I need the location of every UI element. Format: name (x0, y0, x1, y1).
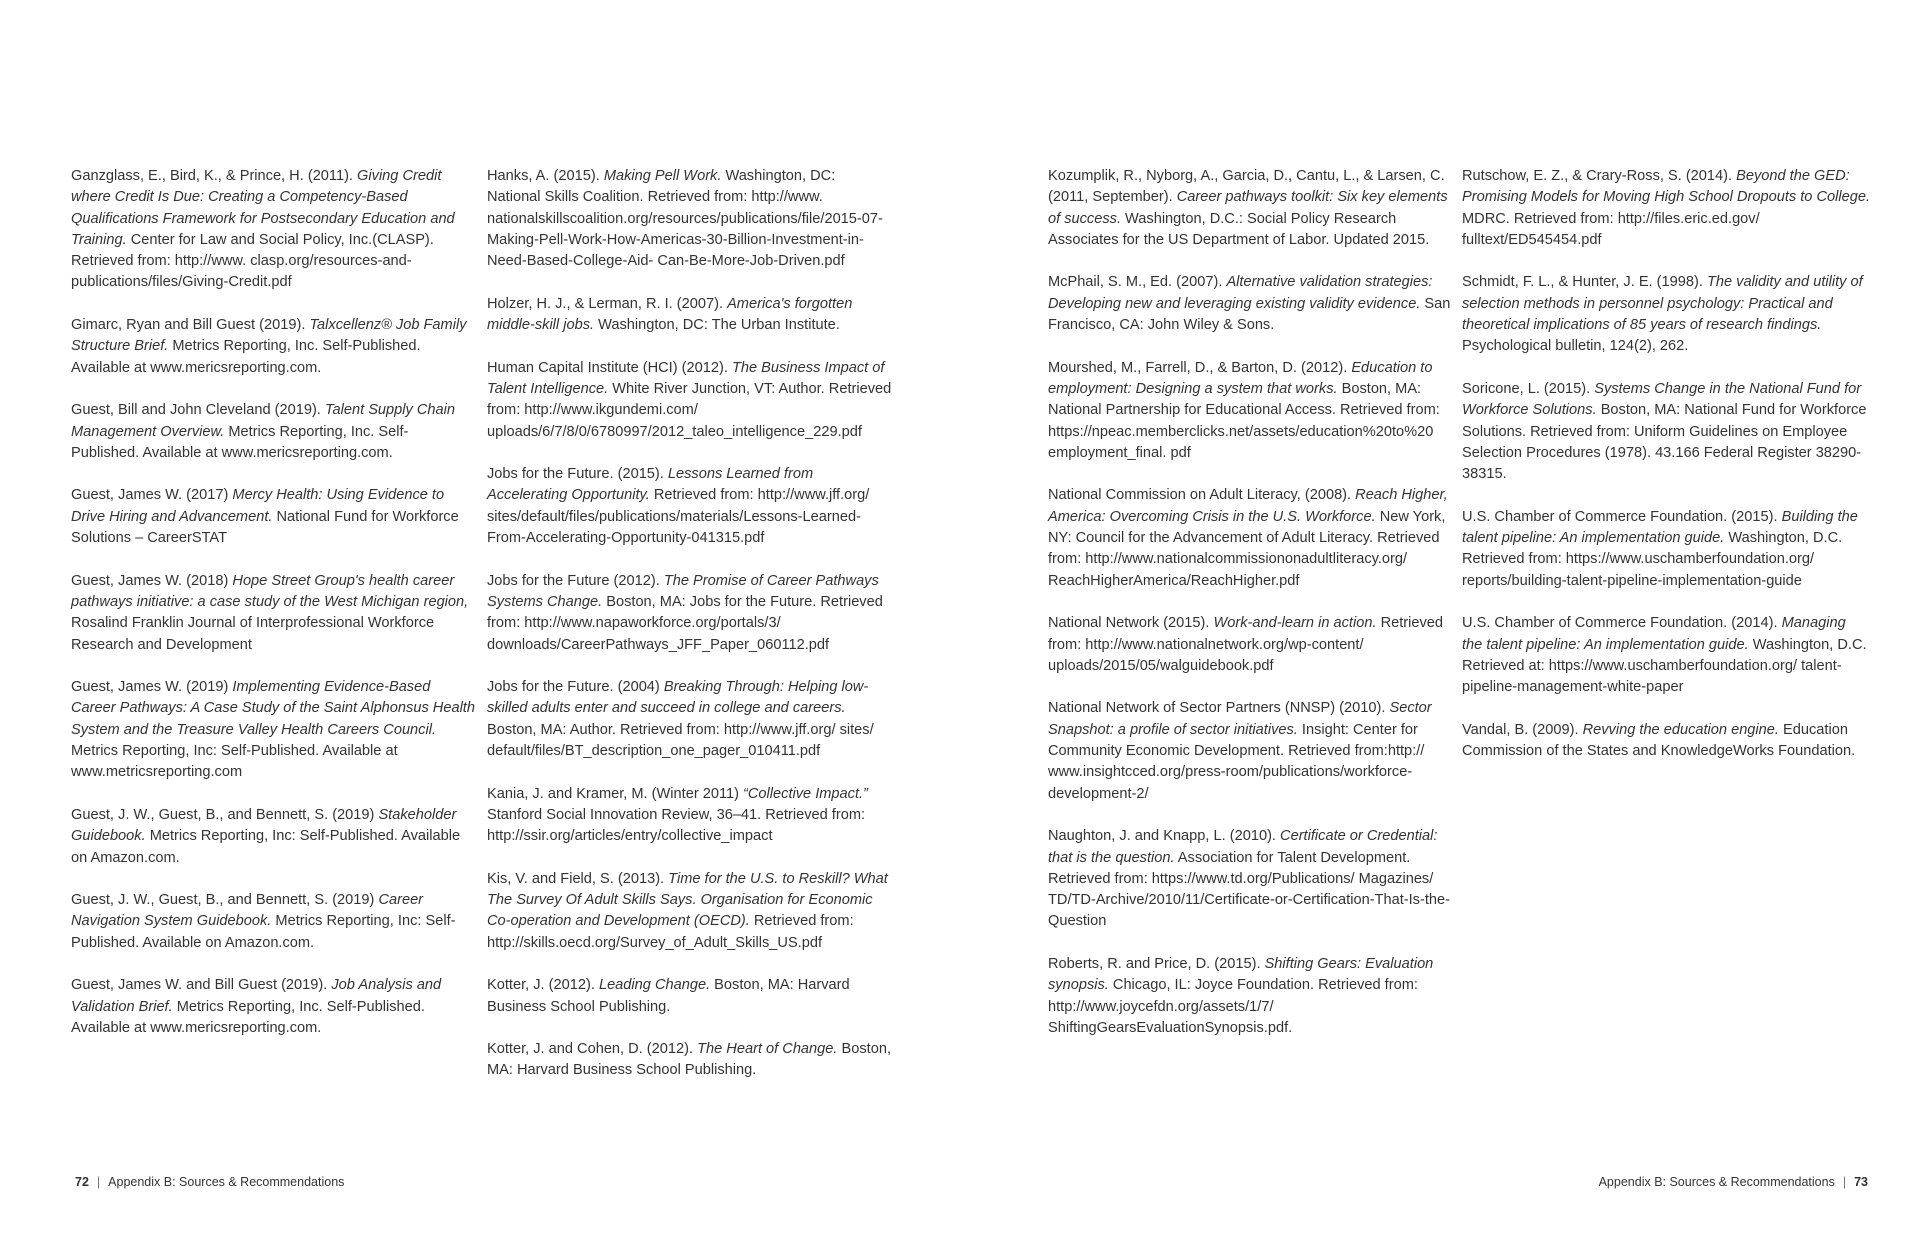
reference-details: Washington, D.C.: Social Policy Research Associates for the US Department of Labor. Updated 2015. (1048, 210, 1430, 248)
reference-authors: National Commission on Adult Literacy, (2008). (1048, 487, 1356, 504)
reference-authors: Holzer, H. J., & Lerman, R. I. (2007). (487, 295, 728, 312)
reference-entry (1462, 613, 1870, 698)
reference-entry (1048, 698, 1453, 804)
reference-authors: Kotter, J. and Cohen, D. (2012). (487, 1041, 698, 1058)
references-column (71, 166, 476, 1060)
reference-authors: Guest, James W. and Bill Guest (2019). (71, 977, 332, 994)
reference-authors: Guest, James W. (2017) (71, 487, 233, 504)
reference-title: Hope Street Group's health career pathways initiative: a case study of the West Michigan region, (71, 572, 469, 610)
reference-entry (487, 975, 892, 1018)
references-column (1048, 166, 1453, 1060)
reference-details: Psychological bulletin, 124(2), 262. (1462, 338, 1689, 355)
reference-details: Chicago, IL: Joyce Foundation. Retrieved from: http://www.joycefdn.org/assets/1/7/ ShiftingGearsEvaluationSynopsis.pdf. (1048, 977, 1418, 1036)
reference-details: Boston, MA: Author. Retrieved from: http://www.jff.org/ sites/ default/files/BT_description_one_pager_010411.pdf (487, 721, 874, 760)
reference-entry (1462, 379, 1870, 485)
reference-authors: Hanks, A. (2015). (487, 168, 604, 184)
reference-title: Lessons Learned from Accelerating Opportunity. (487, 466, 814, 504)
reference-title: Work-and-learn in action. (1213, 615, 1377, 632)
reference-details: New York, NY: Council for the Advancement of Adult Literacy. Retrieved from: http://www.nationalcommissiononadultliteracy.org/ ReachHigherAmerica/ReachHigher.pdf (1048, 508, 1446, 589)
reference-details: Retrieved from: http://skills.oecd.org/Survey_of_Adult_Skills_US.pdf (487, 913, 854, 951)
reference-details: Association for Talent Development. Retrieved from: https://www.td.org/Publications/ Magazines/ TD/TD-Archive/2010/11/Certificate-or-Certification-That-Is-the-Question (1048, 849, 1450, 930)
reference-title: The Heart of Change. (697, 1041, 838, 1058)
reference-title: Talxcellenz® Job Family Structure Brief. (71, 317, 467, 355)
reference-authors: Mourshed, M., Farrell, D., & Barton, D. (2012). (1048, 359, 1352, 376)
reference-title: Leading Change. (598, 977, 711, 994)
reference-entry (487, 166, 892, 272)
reference-details: Boston, MA: National Partnership for Educational Access. Retrieved from: https://npeac.memberclicks.net/assets/education%20to%20 employment_final. pdf (1048, 380, 1440, 461)
reference-authors: Kis, V. and Field, S. (2013). (487, 870, 669, 887)
reference-details: Rosalind Franklin Journal of Interprofessional Workforce Research and Development (71, 615, 435, 653)
reference-title: Job Analysis and Validation Brief. (71, 977, 442, 1015)
reference-title: “Collective Impact.” (743, 785, 868, 802)
reference-authors: Guest, J. W., Guest, B., and Bennett, S. (2019) (71, 806, 379, 823)
reference-details: Education Commission of the States and KnowledgeWorks Foundation. (1462, 721, 1856, 760)
reference-entry (487, 358, 892, 443)
reference-authors: National Network of Sector Partners (NNSP) (2010). (1048, 700, 1390, 717)
reference-authors: Gimarc, Ryan and Bill Guest (2019). (71, 317, 310, 334)
reference-authors: Schmidt, F. L., & Hunter, J. E. (1998). (1462, 274, 1707, 291)
reference-title: The Business Impact of Talent Intelligence. (487, 359, 885, 397)
reference-details: San Francisco, CA: John Wiley & Sons. (1048, 295, 1451, 334)
reference-entry (71, 485, 476, 549)
reference-entry (487, 464, 892, 549)
reference-entry (71, 571, 476, 656)
reference-entry (487, 294, 892, 337)
reference-title: Time for the U.S. to Reskill? What The Survey Of Adult Skills Says. Organisation for Economic Co-operation and Development (OECD). (487, 870, 888, 930)
reference-authors: Guest, J. W., Guest, B., and Bennett, S. (2019) (71, 892, 379, 909)
reference-title: Certificate or Credential: that is the question. (1048, 828, 1438, 866)
reference-details: Retrieved from: http://www.jff.org/ sites/default/files/publications/materials/Lessons-Learned-From-Accelerating-Opportunity-041315.pdf (487, 487, 870, 547)
reference-details: Metrics Reporting, Inc: Self-Published. Available at www.metricsreporting.com (71, 743, 398, 781)
reference-entry (71, 805, 476, 869)
reference-title: Sector Snapshot: a profile of sector initiatives. (1048, 700, 1432, 738)
reference-authors: Naughton, J. and Knapp, L. (2010). (1048, 828, 1281, 845)
reference-authors: Kania, J. and Kramer, M. (Winter 2011) (487, 785, 744, 802)
reference-title: The validity and utility of selection methods in personnel psychology: Practical and theoretical implications of 85 years of research findings. (1462, 274, 1863, 334)
reference-authors: Human Capital Institute (HCI) (2012). (487, 359, 732, 376)
reference-authors: Jobs for the Future (2012). (487, 572, 664, 589)
reference-authors: Jobs for the Future. (2004) (487, 679, 664, 696)
reference-entry (1048, 613, 1453, 677)
reference-details: Washington, D.C. Retrieved at: https://www.uschamberfoundation.org/ talent-pipeline-management-white-paper (1462, 636, 1867, 696)
references-column (1462, 166, 1870, 784)
page-footer: Appendix B: Sources & Recommendations | 73 (1598, 1175, 1868, 1189)
reference-title: Revving the education engine. (1582, 721, 1779, 738)
reference-title: Reach Higher, America: Overcoming Crisis in the U.S. Workforce. (1048, 487, 1448, 525)
reference-title: Beyond the GED: Promising Models for Moving High School Dropouts to College. (1462, 168, 1871, 206)
reference-title: Mercy Health: Using Evidence to Drive Hiring and Advancement. (71, 487, 445, 525)
reference-entry (1048, 358, 1453, 464)
reference-authors: Guest, Bill and John Cleveland (2019). (71, 402, 325, 419)
references-column (487, 166, 892, 1103)
reference-entry (71, 315, 476, 379)
reference-details: Retrieved from: http://www.nationalnetwork.org/wp-content/ uploads/2015/05/walguidebook.pdf (1048, 615, 1444, 674)
reference-authors: U.S. Chamber of Commerce Foundation. (2014). (1462, 615, 1782, 632)
page-footer: 72 | Appendix B: Sources & Recommendations (75, 1175, 345, 1189)
reference-details: MDRC. Retrieved from: http://files.eric.ed.gov/ fulltext/ED545454.pdf (1462, 210, 1760, 248)
reference-entry (71, 677, 476, 783)
reference-title: Education to employment: Designing a system that works. (1048, 359, 1433, 397)
reference-details: Metrics Reporting, Inc. Self-Published. Available at www.mericsreporting.com. (71, 338, 421, 376)
reference-details: National Fund for Workforce Solutions – CareerSTAT (71, 508, 459, 547)
reference-entry (71, 166, 476, 294)
reference-entry (71, 975, 476, 1039)
reference-entry (487, 571, 892, 656)
reference-title: Making Pell Work. (603, 168, 722, 184)
reference-authors: Soricone, L. (2015). (1462, 380, 1595, 397)
reference-entry (1048, 166, 1453, 251)
reference-title: America's forgotten middle-skill jobs. (487, 295, 853, 334)
page-number: 73 (1854, 1175, 1868, 1189)
page-number: 72 (75, 1175, 89, 1189)
reference-title: Stakeholder Guidebook. (71, 806, 457, 845)
reference-authors: Ganzglass, E., Bird, K., & Prince, H. (2011). (71, 168, 358, 184)
reference-entry (1462, 272, 1870, 357)
reference-title: The Promise of Career Pathways Systems Change. (487, 572, 879, 610)
reference-title: Talent Supply Chain Management Overview. (71, 402, 456, 440)
reference-authors: U.S. Chamber of Commerce Foundation. (2015). (1462, 508, 1782, 525)
reference-details: Boston, MA: Harvard Business School Publishing. (487, 1041, 891, 1079)
reference-entry (487, 677, 892, 762)
reference-title: Career Navigation System Guidebook. (71, 892, 424, 930)
reference-entry (1048, 272, 1453, 336)
reference-title: Systems Change in the National Fund for Workforce Solutions. (1462, 380, 1862, 419)
reference-authors: Jobs for the Future. (2015). (487, 466, 668, 483)
reference-entry (487, 784, 892, 848)
reference-authors: Kozumplik, R., Nyborg, A., Garcia, D., Cantu, L., & Larsen, C. (2011, September). (1048, 168, 1445, 206)
reference-title: Managing the talent pipeline: An implementation guide. (1462, 615, 1846, 653)
reference-title: Implementing Evidence-Based Career Pathways: A Case Study of the Saint Alphonsus Health System and the Treasure Valley Health Careers Council. (71, 679, 475, 738)
reference-details: Metrics Reporting, Inc: Self-Published. Available on Amazon.com. (71, 828, 461, 866)
reference-authors: Guest, James W. (2019) (71, 679, 233, 696)
reference-authors: Guest, James W. (2018) (71, 572, 233, 589)
reference-details: Insight: Center for Community Economic Development. Retrieved from:http:// www.insightcced.org/press-room/publications/workforce-development-2/ (1048, 721, 1425, 802)
reference-details: Washington, D.C. Retrieved from: https://www.uschamberfoundation.org/ reports/building-talent-pipeline-implementation-guide (1462, 530, 1843, 589)
footer-label: Appendix B: Sources & Recommendations (108, 1175, 345, 1189)
reference-details: Metrics Reporting, Inc. Self-Published. Available at www.mericsreporting.com. (71, 998, 425, 1036)
reference-entry (71, 890, 476, 954)
footer-label: Appendix B: Sources & Recommendations (1598, 1175, 1835, 1189)
reference-entry (487, 869, 892, 954)
reference-details: White River Junction, VT: Author. Retrieved from: http://www.ikgundemi.com/ uploads/6/7/8/0/6780997/2012_taleo_intelligence_229.pdf (487, 380, 892, 440)
reference-authors: National Network (2015). (1048, 615, 1214, 632)
page-73 (960, 0, 1920, 1242)
reference-details: Center for Law and Social Policy, Inc.(CLASP). Retrieved from: http://www. clasp.org/resources-and-publications/files/Giving-Credit.pdf (71, 231, 434, 291)
reference-authors: McPhail, S. M., Ed. (2007). (1048, 274, 1227, 291)
reference-title: Breaking Through: Helping low-skilled adults enter and succeed in college and careers. (487, 679, 869, 717)
reference-authors: Roberts, R. and Price, D. (2015). (1048, 955, 1265, 972)
reference-entry (487, 1039, 892, 1082)
reference-authors: Kotter, J. (2012). (487, 977, 599, 994)
reference-title: Alternative validation strategies: Developing new and leveraging existing validity evidence. (1048, 274, 1433, 312)
reference-entry (1462, 166, 1870, 251)
reference-title: Career pathways toolkit: Six key elements of success. (1048, 189, 1448, 227)
reference-authors: Rutschow, E. Z., & Crary-Ross, S. (2014). (1462, 168, 1737, 184)
reference-entry (1048, 485, 1453, 591)
reference-title: Shifting Gears: Evaluation synopsis. (1048, 955, 1434, 994)
reference-details: Stanford Social Innovation Review, 36–41. Retrieved from: http://ssir.org/articles/entry/collective_impact (487, 806, 866, 845)
reference-title: Giving Credit where Credit Is Due: Creating a Competency-Based Qualifications Framework for Postsecondary Education and Training. (71, 168, 455, 248)
reference-details: Metrics Reporting, Inc. Self-Published. Available at www.mericsreporting.com. (71, 423, 409, 461)
reference-details: Boston, MA: National Fund for Workforce Solutions. Retrieved from: Uniform Guidelines on Employee Selection Procedures (1978). 43.166 Federal Register 38290-38315. (1462, 402, 1867, 483)
reference-entry (1048, 954, 1453, 1039)
reference-entry (71, 400, 476, 464)
reference-entry (1462, 507, 1870, 592)
reference-authors: Vandal, B. (2009). (1462, 721, 1583, 738)
reference-entry (1048, 826, 1453, 932)
reference-details: Boston, MA: Harvard Business School Publishing. (487, 977, 850, 1015)
reference-entry (1462, 720, 1870, 763)
reference-details: Boston, MA: Jobs for the Future. Retrieved from: http://www.napaworkforce.org/portals/3/ downloads/CareerPathways_JFF_Paper_060112.pdf (487, 593, 883, 653)
reference-details: Washington, DC: National Skills Coalition. Retrieved from: http://www. nationalskillscoalition.org/resources/publications/file/2015-07- Making-Pell-Work-How-Americas-30-Billion-Investment-in-Need-Based-College-Aid- Can-Be-More-Job-Driven.pdf (487, 168, 883, 270)
reference-title: Building the talent pipeline: An implementation guide. (1462, 508, 1858, 547)
reference-details: Metrics Reporting, Inc: Self-Published. Available on Amazon.com. (71, 913, 456, 951)
reference-details: Washington, DC: The Urban Institute. (594, 317, 840, 334)
